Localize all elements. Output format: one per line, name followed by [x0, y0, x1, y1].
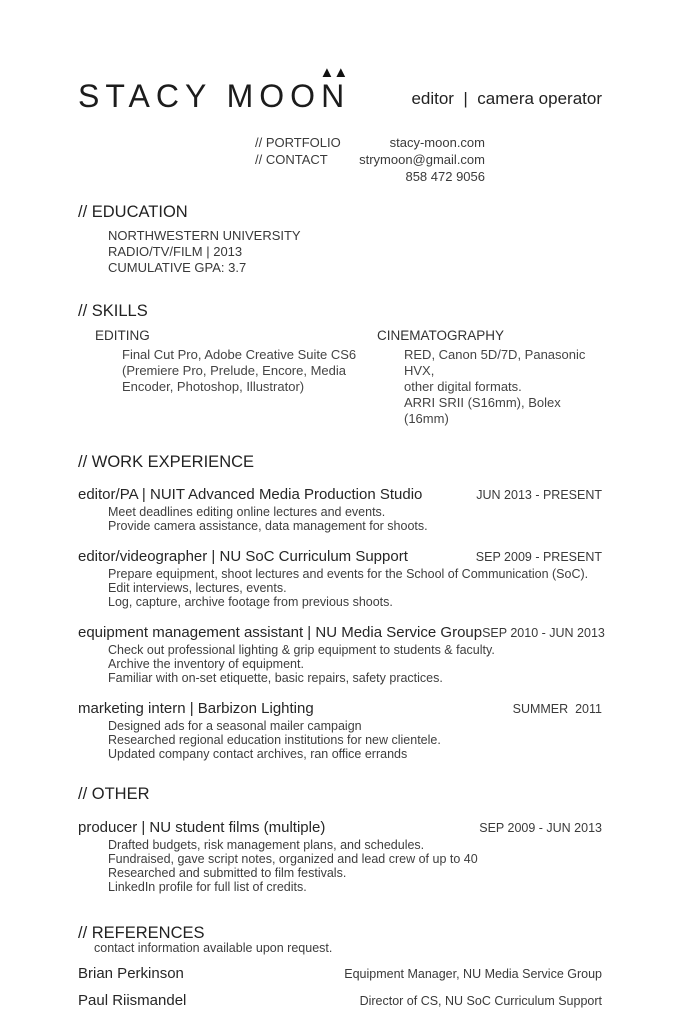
job-bullet: Familiar with on-set etiquette, basic repairs, safety practices. [108, 671, 443, 686]
skills-line: RED, Canon 5D/7D, Panasonic HVX, [404, 347, 586, 379]
job-header [78, 548, 602, 565]
education-major: RADIO/TV/FILM | 2013 [108, 244, 243, 260]
job-header [78, 624, 605, 642]
education-gpa: CUMULATIVE GPA: 3.7 [108, 260, 247, 276]
reference-entry [78, 965, 602, 982]
job-title: editor/PA | NUIT Advanced Media Production Studio [78, 486, 423, 504]
job-bullet: Edit interviews, lectures, events. [108, 581, 287, 596]
job-date: SEP 2009 - JUN 2013 [479, 820, 602, 835]
job-bullet: LinkedIn profile for full list of credits. [108, 879, 307, 894]
job-bullets [108, 505, 602, 533]
contact-label: // CONTACT [255, 152, 328, 167]
skills-column-editing [95, 328, 377, 427]
triangles-icon: ▲▲ [319, 64, 348, 81]
job-tagline: editor | camera operator [411, 89, 602, 108]
skills-heading: // SKILLS [78, 302, 148, 321]
skills-line: Final Cut Pro, Adobe Creative Suite CS6 [122, 347, 357, 363]
education-school: NORTHWESTERN UNIVERSITY [108, 228, 301, 244]
job-date: SEP 2009 - PRESENT [475, 550, 602, 565]
other-section [78, 785, 602, 893]
website-value: stacy-moon.com [389, 135, 485, 150]
contact-block [255, 134, 485, 185]
logo-name [78, 64, 351, 114]
job-bullet: Fundraised, gave script notes, organized and lead crew of up to 40 [108, 851, 478, 866]
reference-title: Director of CS, NU SoC Curriculum Support [359, 993, 602, 1008]
reference-entry [78, 992, 602, 1009]
job-entry [78, 486, 602, 533]
skills-line: (Premiere Pro, Prelude, Encore, Media [122, 363, 346, 379]
email-value: strymoon@gmail.com [359, 152, 485, 167]
job-bullet: Prepare equipment, shoot lectures and events for the School of Communication (SoC). [108, 567, 589, 582]
job-bullet: Check out professional lighting & grip equipment to students & faculty. [108, 643, 495, 658]
job-bullet: Researched regional education institutions for new clientele. [108, 733, 441, 748]
references-note: contact information available upon request. [94, 940, 333, 955]
skills-column-lines [122, 347, 377, 395]
contact-row [255, 151, 485, 168]
job-entry [78, 700, 602, 761]
education-section [78, 203, 602, 276]
header [78, 0, 602, 112]
skills-line: ARRI SRII (S16mm), Bolex (16mm) [404, 395, 561, 427]
job-entry [78, 548, 602, 609]
skills-column-title: EDITING [95, 328, 150, 344]
other-heading: // OTHER [78, 785, 150, 804]
portfolio-row [255, 134, 485, 151]
reference-title: Equipment Manager, NU Media Service Group [344, 966, 602, 981]
skills-column-title: CINEMATOGRAPHY [377, 328, 505, 344]
job-bullets [108, 719, 602, 761]
skills-line: Encoder, Photoshop, Illustrator) [122, 379, 305, 395]
job-bullet: Archive the inventory of equipment. [108, 657, 304, 672]
references-heading: // REFERENCES [78, 923, 205, 942]
skills-column-cinematography [377, 328, 602, 427]
job-bullet: Designed ads for a seasonal mailer campaign [108, 719, 362, 734]
education-heading: // EDUCATION [78, 203, 188, 221]
job-bullet: Updated company contact archives, ran office errands [108, 747, 408, 762]
logo-name-text: STACY MOON [78, 78, 351, 114]
skills-column-lines [404, 347, 602, 427]
job-bullets [108, 643, 602, 685]
job-date: SUMMER 2011 [512, 702, 602, 717]
reference-name: Brian Perkinson [78, 964, 184, 982]
phone-value: 858 472 9056 [405, 169, 485, 184]
portfolio-label: // PORTFOLIO [255, 135, 341, 150]
job-bullet: Drafted budgets, risk management plans, and schedules. [108, 837, 425, 852]
reference-name: Paul Riismandel [78, 991, 187, 1009]
work-heading: // WORK EXPERIENCE [78, 453, 255, 472]
references-section [78, 924, 602, 1009]
job-header [78, 486, 602, 503]
job-bullet: Meet deadlines editing online lectures and events. [108, 505, 386, 520]
job-bullets [108, 567, 602, 609]
job-title: equipment management assistant | NU Media Service Group [78, 624, 483, 642]
skills-columns [78, 328, 602, 427]
job-bullet: Researched and submitted to film festivals. [108, 865, 347, 880]
skills-section [78, 302, 602, 427]
job-bullet: Log, capture, archive footage from previous shoots. [108, 595, 393, 610]
skills-line: other digital formats. [404, 379, 522, 395]
job-header [78, 700, 602, 717]
job-date: SEP 2010 - JUN 2013 [482, 626, 605, 641]
job-title: marketing intern | Barbizon Lighting [78, 700, 314, 718]
job-title: editor/videographer | NU SoC Curriculum Support [78, 548, 408, 566]
job-title: producer | NU student films (multiple) [78, 818, 326, 836]
job-date: JUN 2013 - PRESENT [476, 488, 602, 503]
job-bullet: Provide camera assistance, data management for shoots. [108, 519, 428, 534]
job-entry [78, 819, 602, 894]
job-header [78, 819, 602, 836]
phone-row [255, 168, 485, 185]
job-entry [78, 624, 605, 686]
job-bullets [108, 838, 602, 894]
education-details [108, 228, 602, 276]
work-experience-section [78, 453, 605, 762]
